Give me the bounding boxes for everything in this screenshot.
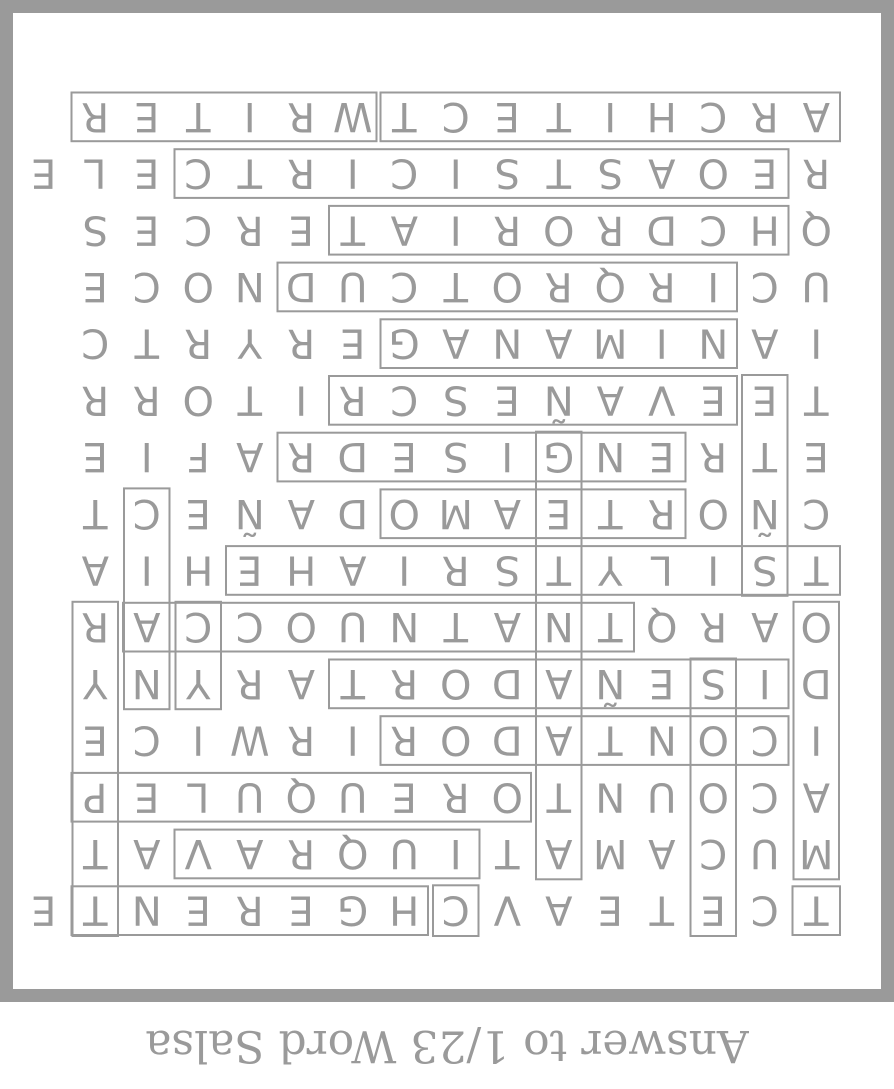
grid-letter[interactable]: Ñ — [595, 659, 626, 706]
grid-letter[interactable]: C — [390, 149, 419, 196]
grid-letter[interactable]: C — [132, 262, 161, 309]
grid-letter[interactable]: O — [388, 489, 420, 536]
grid-letter[interactable]: R — [81, 92, 110, 139]
grid-letter[interactable]: Ñ — [749, 489, 780, 536]
grid-letter[interactable]: T — [134, 319, 159, 366]
grid-letter[interactable]: H — [286, 546, 317, 593]
grid-letter[interactable]: R — [287, 92, 316, 139]
grid-letter[interactable]: E — [546, 489, 572, 536]
grid-letter[interactable]: N — [646, 716, 677, 763]
grid-letter[interactable]: T — [443, 603, 468, 650]
grid-letter[interactable]: R — [287, 433, 316, 480]
grid-letter[interactable]: W — [229, 716, 270, 763]
grid-letter[interactable]: D — [285, 262, 317, 309]
grid-letter[interactable]: E — [31, 149, 57, 196]
grid-letter[interactable]: I — [243, 92, 256, 139]
grid-letter[interactable]: T — [546, 546, 571, 593]
grid-letter[interactable]: A — [81, 546, 109, 593]
grid-letter[interactable]: C — [184, 149, 213, 196]
grid-letter[interactable]: C — [699, 92, 728, 139]
grid-letter[interactable]: N — [595, 773, 626, 820]
grid-letter[interactable]: A — [648, 829, 676, 876]
grid-letter[interactable]: T — [598, 489, 623, 536]
grid-letter[interactable]: S — [82, 206, 108, 253]
grid-letter[interactable]: C — [802, 489, 831, 536]
grid-letter[interactable]: A — [751, 319, 779, 366]
grid-letter[interactable]: E — [134, 92, 160, 139]
grid-letter[interactable]: R — [235, 659, 264, 706]
grid-letter[interactable]: M — [592, 829, 628, 876]
grid-letter[interactable]: I — [346, 149, 359, 196]
grid-letter[interactable]: N — [389, 603, 420, 650]
grid-letter[interactable]: I — [810, 716, 823, 763]
grid-letter[interactable]: O — [491, 773, 523, 820]
grid-letter[interactable]: C — [441, 886, 470, 933]
grid-letter[interactable]: T — [804, 886, 829, 933]
grid-letter[interactable]: T — [237, 149, 262, 196]
grid-letter[interactable]: R — [596, 206, 625, 253]
grid-letter[interactable]: R — [235, 886, 264, 933]
grid-letter[interactable]: N — [543, 603, 574, 650]
grid-letter[interactable]: N — [131, 659, 162, 706]
answer-outline — [175, 830, 480, 879]
answer-outline — [381, 489, 686, 538]
grid-letter[interactable]: R — [802, 149, 831, 196]
grid-letter[interactable]: E — [803, 433, 829, 480]
grid-letter[interactable]: A — [545, 659, 573, 706]
grid-letter[interactable]: V — [493, 886, 521, 933]
grid-letter[interactable]: U — [750, 829, 780, 876]
grid-letter[interactable]: A — [751, 603, 779, 650]
grid-letter[interactable]: A — [339, 546, 367, 593]
grid-letter[interactable]: L — [84, 149, 107, 196]
grid-letter[interactable]: U — [389, 829, 419, 876]
grid-letter[interactable]: E — [649, 659, 675, 706]
grid-letter[interactable]: I — [140, 546, 153, 593]
grid-letter[interactable]: A — [802, 92, 830, 139]
grid-letter[interactable]: T — [598, 603, 623, 650]
answer-outline — [72, 93, 377, 142]
grid-letter[interactable]: T — [340, 206, 365, 253]
grid-letter[interactable]: I — [295, 376, 308, 423]
grid-letter[interactable]: T — [546, 149, 571, 196]
grid-letter[interactable]: R — [699, 433, 728, 480]
grid-letter[interactable]: E — [82, 433, 108, 480]
grid-letter[interactable]: A — [133, 603, 161, 650]
grid-letter[interactable]: C — [390, 376, 419, 423]
grid-letter[interactable]: Y — [237, 319, 262, 366]
grid-letter[interactable]: R — [184, 319, 213, 366]
grid-letter[interactable]: U — [338, 262, 368, 309]
grid-letter[interactable]: I — [192, 716, 205, 763]
grid-letter[interactable]: O — [182, 262, 214, 309]
grid-letter[interactable]: N — [131, 886, 162, 933]
grid-letter[interactable]: R — [287, 149, 316, 196]
grid-letter[interactable]: S — [752, 546, 778, 593]
grid-letter[interactable]: I — [449, 829, 462, 876]
grid-letter[interactable]: T — [804, 546, 829, 593]
grid-letter[interactable]: A — [648, 149, 676, 196]
grid-letter[interactable]: A — [236, 433, 264, 480]
grid-letter[interactable]: Y — [598, 546, 623, 593]
grid-letter[interactable]: D — [646, 206, 678, 253]
grid-letter[interactable]: C — [390, 262, 419, 309]
grid-letter[interactable]: G — [388, 319, 420, 366]
grid-letter[interactable]: T — [752, 433, 777, 480]
grid-letter[interactable]: R — [647, 262, 676, 309]
grid-letter[interactable]: R — [441, 546, 470, 593]
grid-letter[interactable]: A — [493, 603, 521, 650]
grid-letter[interactable]: M — [438, 489, 474, 536]
grid-letter[interactable]: S — [494, 149, 520, 196]
grid-letter[interactable]: H — [646, 92, 677, 139]
grid-letter[interactable]: C — [699, 206, 728, 253]
grid-letter[interactable]: A — [545, 319, 573, 366]
grid-letter[interactable]: C — [184, 206, 213, 253]
grid-letter[interactable]: Q — [594, 262, 626, 309]
grid-letter[interactable]: T — [443, 262, 468, 309]
grid-letter[interactable]: I — [398, 546, 411, 593]
grid-letter[interactable]: A — [545, 886, 573, 933]
grid-letter[interactable]: W — [332, 92, 373, 139]
grid-letter[interactable]: R — [287, 716, 316, 763]
grid-letter[interactable]: A — [390, 206, 418, 253]
grid-letter[interactable]: R — [81, 376, 110, 423]
grid-letter[interactable]: O — [491, 262, 523, 309]
grid-letter[interactable]: S — [443, 376, 469, 423]
grid-letter[interactable]: A — [287, 659, 315, 706]
grid-letter[interactable]: R — [287, 319, 316, 366]
grid-letter[interactable]: R — [287, 829, 316, 876]
grid-letter[interactable]: E — [134, 206, 160, 253]
grid-letter[interactable]: T — [649, 886, 674, 933]
grid-letter[interactable]: R — [647, 489, 676, 536]
grid-letter[interactable]: S — [597, 149, 623, 196]
grid-letter[interactable]: V — [648, 376, 676, 423]
grid-letter[interactable]: C — [699, 829, 728, 876]
grid-letter[interactable]: I — [758, 659, 771, 706]
grid-letter[interactable]: S — [494, 546, 520, 593]
grid-letter[interactable]: C — [441, 92, 470, 139]
grid-letter[interactable]: E — [31, 886, 57, 933]
grid-letter[interactable]: S — [700, 659, 726, 706]
grid-letter[interactable]: E — [82, 716, 108, 763]
grid-letter[interactable]: O — [285, 603, 317, 650]
grid-letter[interactable]: C — [132, 716, 161, 763]
grid-letter[interactable]: A — [442, 319, 470, 366]
grid-letter[interactable]: R — [390, 659, 419, 706]
grid-letter[interactable]: Ñ — [234, 489, 265, 536]
grid-letter[interactable]: Ñ — [543, 376, 574, 423]
grid-letter[interactable]: T — [340, 659, 365, 706]
grid-letter[interactable]: O — [182, 376, 214, 423]
grid-letter[interactable]: T — [495, 829, 520, 876]
grid-letter[interactable]: H — [389, 886, 420, 933]
grid-letter[interactable]: T — [598, 716, 623, 763]
grid-letter[interactable]: U — [338, 773, 368, 820]
grid-letter[interactable]: L — [650, 546, 673, 593]
grid-letter[interactable]: I — [140, 433, 153, 480]
grid-letter[interactable]: A — [545, 829, 573, 876]
grid-letter[interactable]: E — [340, 319, 366, 366]
grid-letter[interactable]: T — [186, 92, 211, 139]
grid-letter[interactable]: E — [752, 149, 778, 196]
grid-letter[interactable]: P — [83, 773, 108, 820]
grid-letter[interactable]: D — [800, 659, 832, 706]
grid-letter[interactable]: D — [337, 489, 369, 536]
grid-letter[interactable]: I — [810, 319, 823, 366]
grid-letter[interactable]: T — [804, 376, 829, 423]
grid-letter[interactable]: O — [697, 489, 729, 536]
grid-letter[interactable]: C — [750, 886, 779, 933]
grid-letter[interactable]: E — [288, 206, 314, 253]
grid-letter[interactable]: E — [649, 433, 675, 480]
grid-letter[interactable]: R — [699, 603, 728, 650]
grid-letter[interactable]: N — [698, 319, 729, 366]
grid-letter[interactable]: D — [337, 433, 369, 480]
grid-letter[interactable]: Q — [646, 603, 678, 650]
answer-outline — [226, 546, 840, 595]
grid-letter[interactable]: C — [235, 603, 264, 650]
grid-letter[interactable]: T — [392, 92, 417, 139]
grid-letter[interactable]: Q — [800, 206, 832, 253]
grid-letter[interactable]: R — [235, 206, 264, 253]
grid-letter[interactable]: A — [802, 773, 830, 820]
grid-letter[interactable]: C — [81, 319, 110, 366]
grid-letter[interactable]: T — [546, 773, 571, 820]
grid-letter[interactable]: C — [132, 489, 161, 536]
grid-letter[interactable]: T — [83, 886, 108, 933]
grid-letter[interactable]: D — [491, 659, 523, 706]
grid-letter[interactable]: O — [543, 206, 575, 253]
grid-letter[interactable]: E — [237, 546, 263, 593]
grid-letter[interactable]: R — [132, 376, 161, 423]
grid-letter[interactable]: E — [700, 376, 726, 423]
grid-letter[interactable]: A — [236, 829, 264, 876]
grid-letter[interactable]: I — [655, 319, 668, 366]
grid-letter[interactable]: N — [234, 262, 265, 309]
grid-letter[interactable]: O — [697, 773, 729, 820]
grid-letter[interactable]: I — [346, 716, 359, 763]
grid-letter[interactable]: H — [749, 206, 780, 253]
grid-letter[interactable]: Y — [186, 659, 211, 706]
grid-letter[interactable]: E — [494, 92, 520, 139]
grid-letter[interactable]: M — [798, 829, 834, 876]
grid-letter[interactable]: S — [443, 433, 469, 480]
grid-letter[interactable]: C — [750, 716, 779, 763]
grid-letter[interactable]: A — [133, 829, 161, 876]
grid-letter[interactable]: G — [543, 433, 575, 480]
grid-letter[interactable]: E — [391, 433, 417, 480]
grid-letter[interactable]: R — [544, 262, 573, 309]
grid-letter[interactable]: D — [491, 716, 523, 763]
grid-letter[interactable]: G — [337, 886, 369, 933]
grid-letter[interactable]: I — [501, 433, 514, 480]
grid-letter[interactable]: E — [288, 886, 314, 933]
puzzle-caption: Answer to 1/23 Word Salsa — [145, 1020, 749, 1071]
grid-letter[interactable]: A — [545, 716, 573, 763]
grid-letter[interactable]: R — [750, 92, 779, 139]
grid-letter[interactable]: R — [493, 206, 522, 253]
grid-letter[interactable]: E — [134, 149, 160, 196]
grid-letter[interactable]: E — [185, 489, 211, 536]
grid-letter[interactable]: I — [604, 92, 617, 139]
grid-letter[interactable]: O — [697, 149, 729, 196]
grid-letter[interactable]: E — [700, 886, 726, 933]
grid-letter[interactable]: H — [183, 546, 214, 593]
grid-letter[interactable]: Q — [285, 773, 317, 820]
grid-letter[interactable]: Y — [83, 659, 108, 706]
grid-letter[interactable]: T — [546, 92, 571, 139]
grid-letter[interactable]: E — [494, 376, 520, 423]
grid-letter[interactable]: M — [592, 319, 628, 366]
grid-letter[interactable]: R — [441, 773, 470, 820]
grid-letter[interactable]: F — [186, 433, 210, 480]
grid-letter[interactable]: A — [596, 376, 624, 423]
grid-letter[interactable]: C — [750, 262, 779, 309]
grid-letter[interactable]: U — [647, 773, 677, 820]
grid-letter[interactable]: V — [184, 829, 212, 876]
grid-letter[interactable]: A — [493, 489, 521, 536]
grid-letter[interactable]: A — [287, 489, 315, 536]
grid-letter[interactable]: N — [492, 319, 523, 366]
grid-letter[interactable]: I — [449, 149, 462, 196]
grid-letter[interactable]: O — [440, 659, 472, 706]
grid-letter[interactable]: O — [440, 716, 472, 763]
grid-letter[interactable]: E — [391, 773, 417, 820]
grid-letter[interactable]: R — [338, 376, 367, 423]
grid-letter[interactable]: I — [707, 262, 720, 309]
grid-letter[interactable]: E — [185, 886, 211, 933]
grid-letter[interactable]: E — [752, 376, 778, 423]
grid-letter[interactable]: U — [338, 603, 368, 650]
grid-letter[interactable]: C — [184, 603, 213, 650]
grid-letter[interactable]: O — [800, 603, 832, 650]
grid-letter[interactable]: Т — [237, 376, 262, 423]
grid-letter[interactable]: C — [750, 773, 779, 820]
grid-letter[interactable]: U — [801, 262, 831, 309]
grid-letter[interactable]: N — [595, 433, 626, 480]
grid-letter[interactable]: E — [82, 262, 108, 309]
grid-letter[interactable]: O — [697, 716, 729, 763]
grid-letter[interactable]: I — [707, 546, 720, 593]
grid-letter[interactable]: R — [390, 716, 419, 763]
answer-outline — [175, 149, 789, 198]
grid-letter[interactable]: E — [597, 886, 623, 933]
grid-letter[interactable]: E — [134, 773, 160, 820]
grid-letter[interactable]: U — [235, 773, 265, 820]
grid-letter[interactable]: T — [83, 489, 108, 536]
grid-letter[interactable]: L — [187, 773, 210, 820]
grid-letter[interactable]: Q — [337, 829, 369, 876]
grid-letter[interactable]: T — [83, 829, 108, 876]
grid-letter[interactable]: I — [449, 206, 462, 253]
grid-letter[interactable]: R — [81, 603, 110, 650]
